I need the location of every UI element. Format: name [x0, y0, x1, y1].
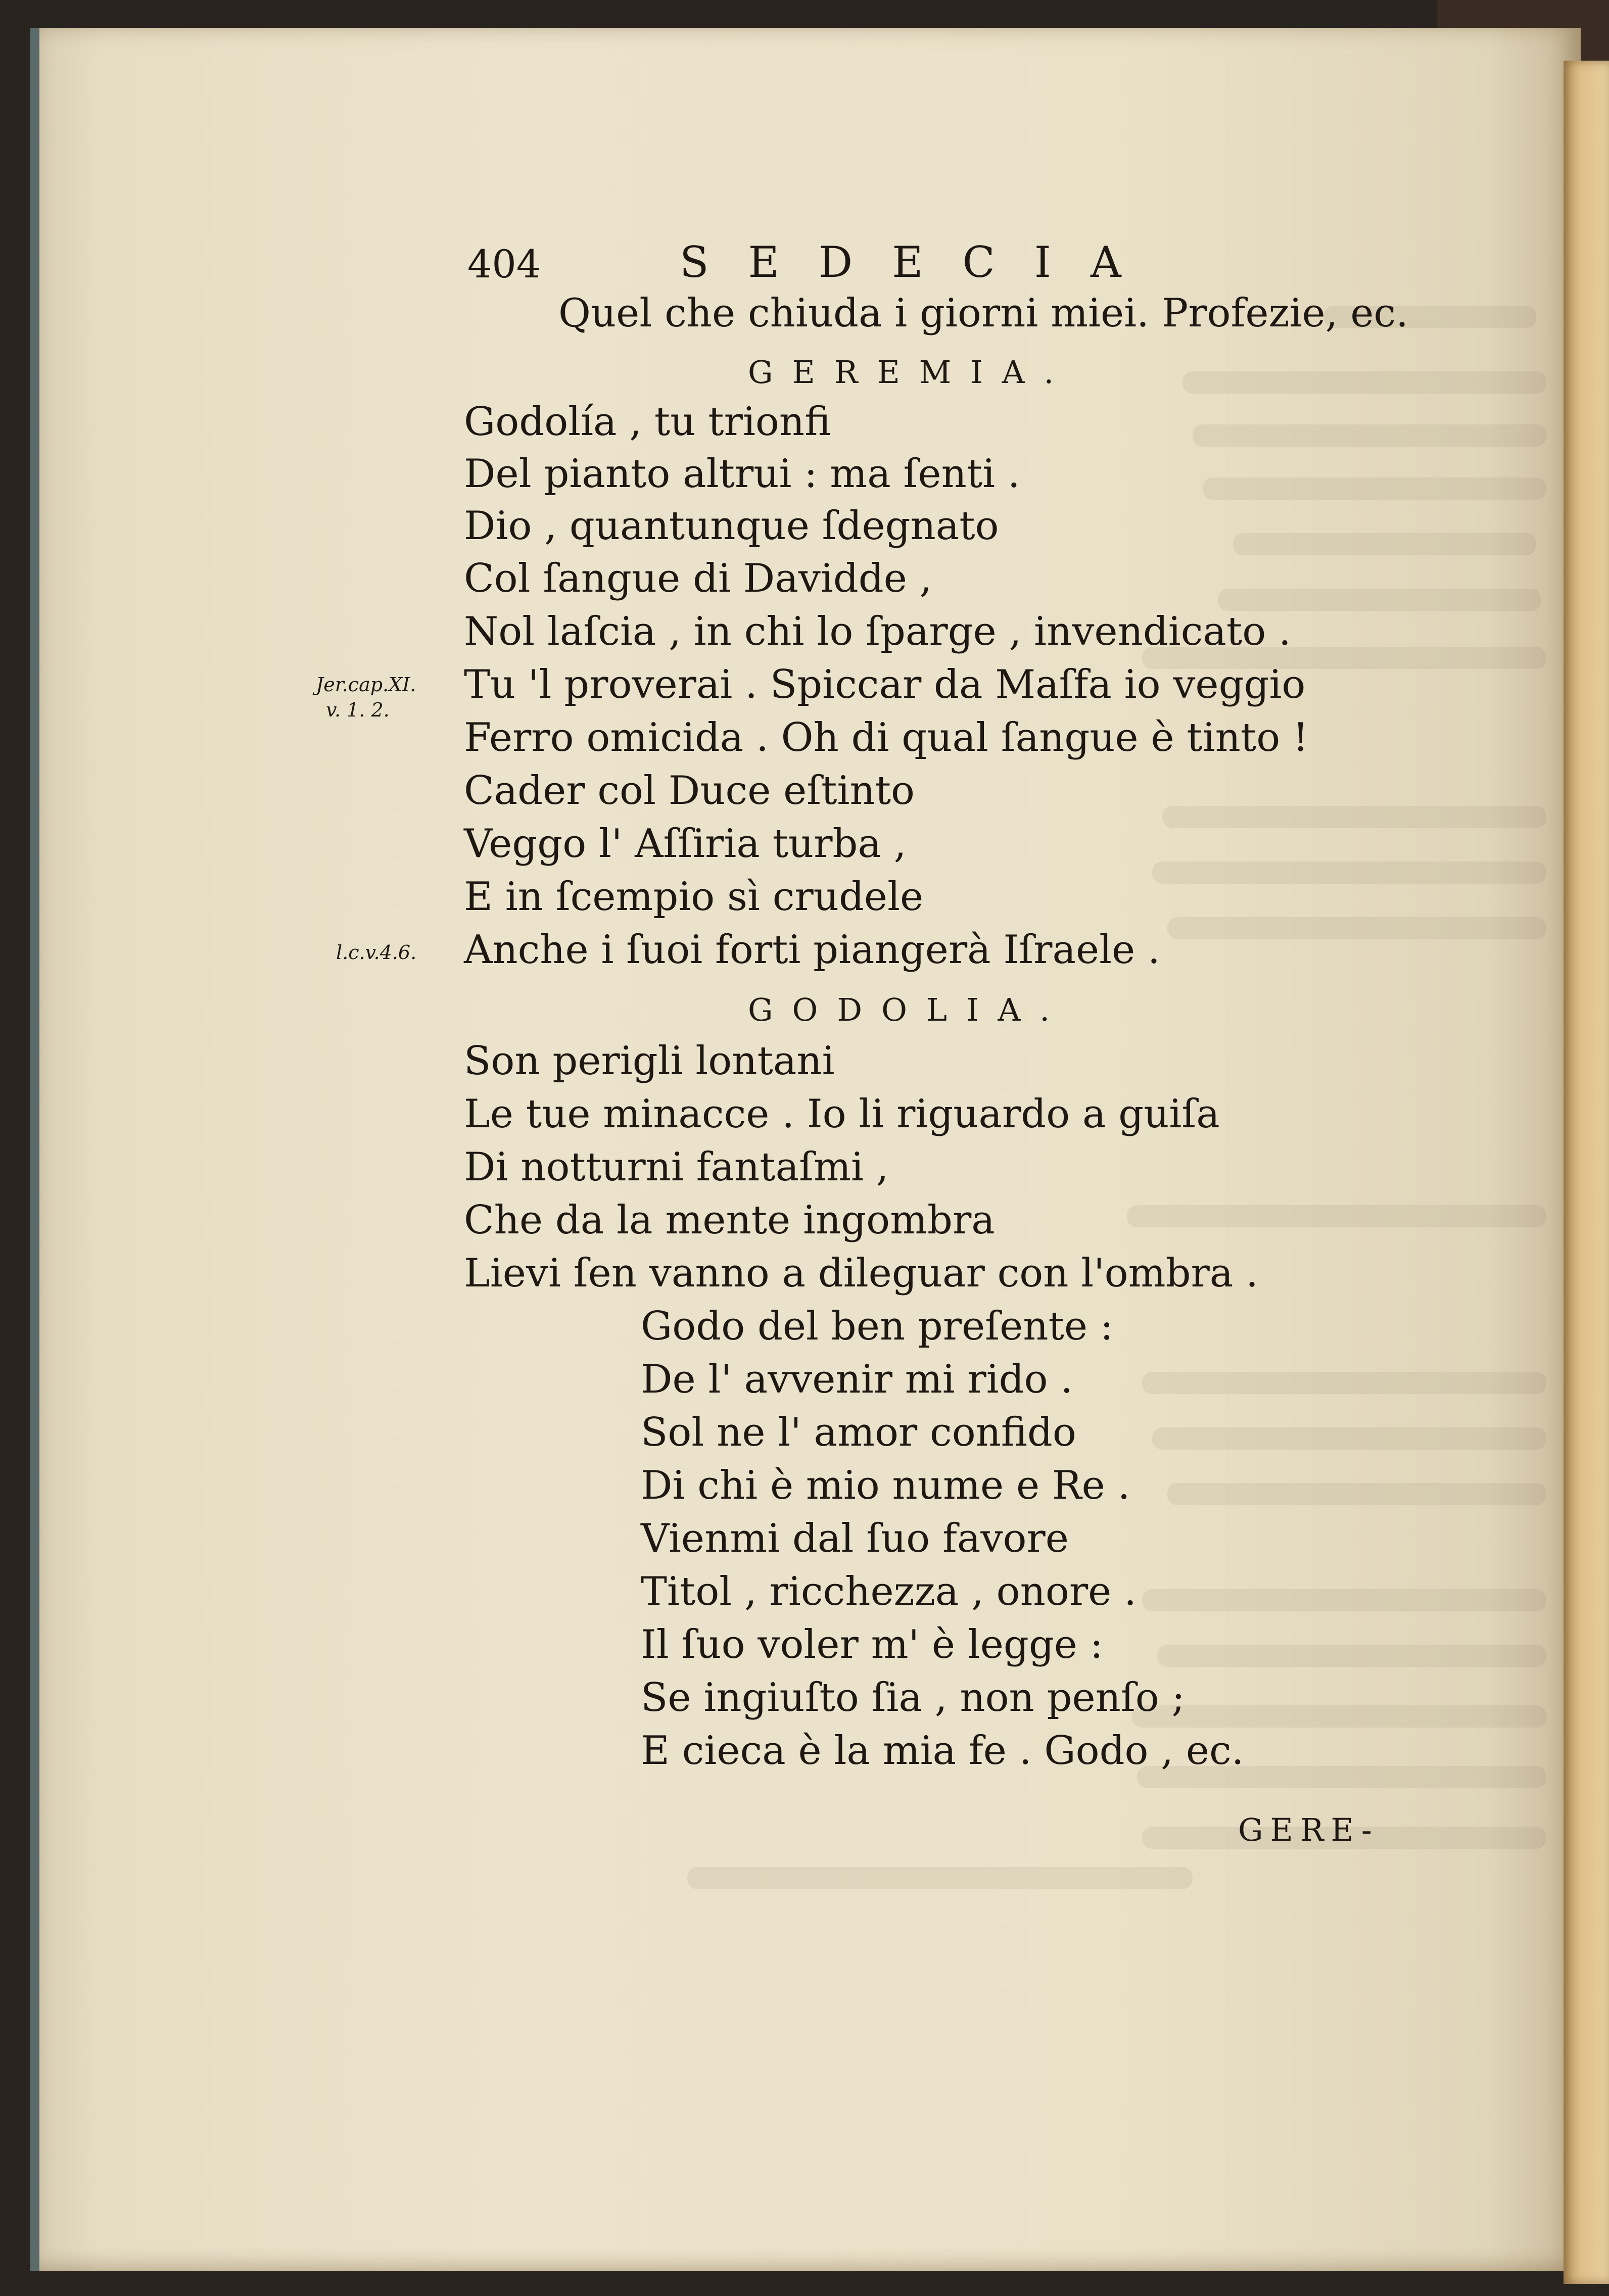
running-title: SEDECIA — [680, 237, 1161, 287]
verse-line: Tu 'l proverai . Spiccar da Maſfa io veggio — [464, 662, 1306, 707]
verse-line: Godo del ben preſente : — [641, 1304, 1114, 1349]
verse-line: Quel che chiuda i giorni miei. Profezie, ec. — [558, 291, 1408, 336]
speaker-name: GEREMIA. — [748, 354, 1073, 391]
verse-line: Cader col Duce eſtinto — [464, 768, 915, 814]
marginal-note: v. 1. 2. — [326, 699, 390, 721]
verse-line: Di chi è mio nume e Re . — [641, 1463, 1130, 1508]
verse-line: Le tue minacce . Io li riguardo a guiſa — [464, 1091, 1220, 1137]
verse-line: Il ſuo voler m' è legge : — [641, 1622, 1103, 1667]
verse-line: Nol laſcia , in chi lo ſparge , invendicato . — [464, 609, 1291, 654]
verse-line: Anche i ſuoi forti piangerà Iſraele . — [464, 927, 1160, 973]
verse-line: Di notturni fantaſmi , — [464, 1144, 889, 1190]
verse-line: Dio , quantunque ſdegnato — [464, 503, 999, 549]
verse-line: E cieca è la mia fe . Godo , ec. — [641, 1728, 1244, 1774]
verse-line: Che da la mente ingombra — [464, 1198, 995, 1243]
catchword: GERE- — [1238, 1811, 1379, 1848]
verse-line: Son perigli lontani — [464, 1038, 835, 1084]
marginal-note: l.c.v.4.6. — [336, 941, 417, 964]
verse-line: Ferro omicida . Oh di qual ſangue è tinto ! — [464, 715, 1309, 760]
verse-line: Lievi ſen vanno a dileguar con l'ombra . — [464, 1251, 1258, 1296]
next-page-edge — [1564, 61, 1609, 2284]
page-number: 404 — [467, 242, 541, 286]
verse-line: Se ingiuſto ſia , non penſo ; — [641, 1675, 1185, 1720]
verse-line: Vienmi dal ſuo favore — [641, 1516, 1069, 1561]
verse-line: Col ſangue di Davidde , — [464, 556, 932, 601]
verse-line: De l' avvenir mi rido . — [641, 1357, 1073, 1402]
verse-line: Sol ne l' amor confido — [641, 1410, 1076, 1455]
verse-line: Titol , ricchezza , onore . — [641, 1569, 1137, 1614]
verse-line: Veggo l' Aſſiria turba , — [464, 821, 907, 867]
verse-line: Del pianto altrui : ma ſenti . — [464, 451, 1020, 497]
verse-line: Godolía , tu trionfi — [464, 399, 831, 445]
marginal-note: Jer.cap.XI. — [316, 674, 416, 696]
verse-line: E in ſcempio sì crudele — [464, 874, 924, 920]
speaker-name: GODOLIA. — [748, 991, 1069, 1028]
